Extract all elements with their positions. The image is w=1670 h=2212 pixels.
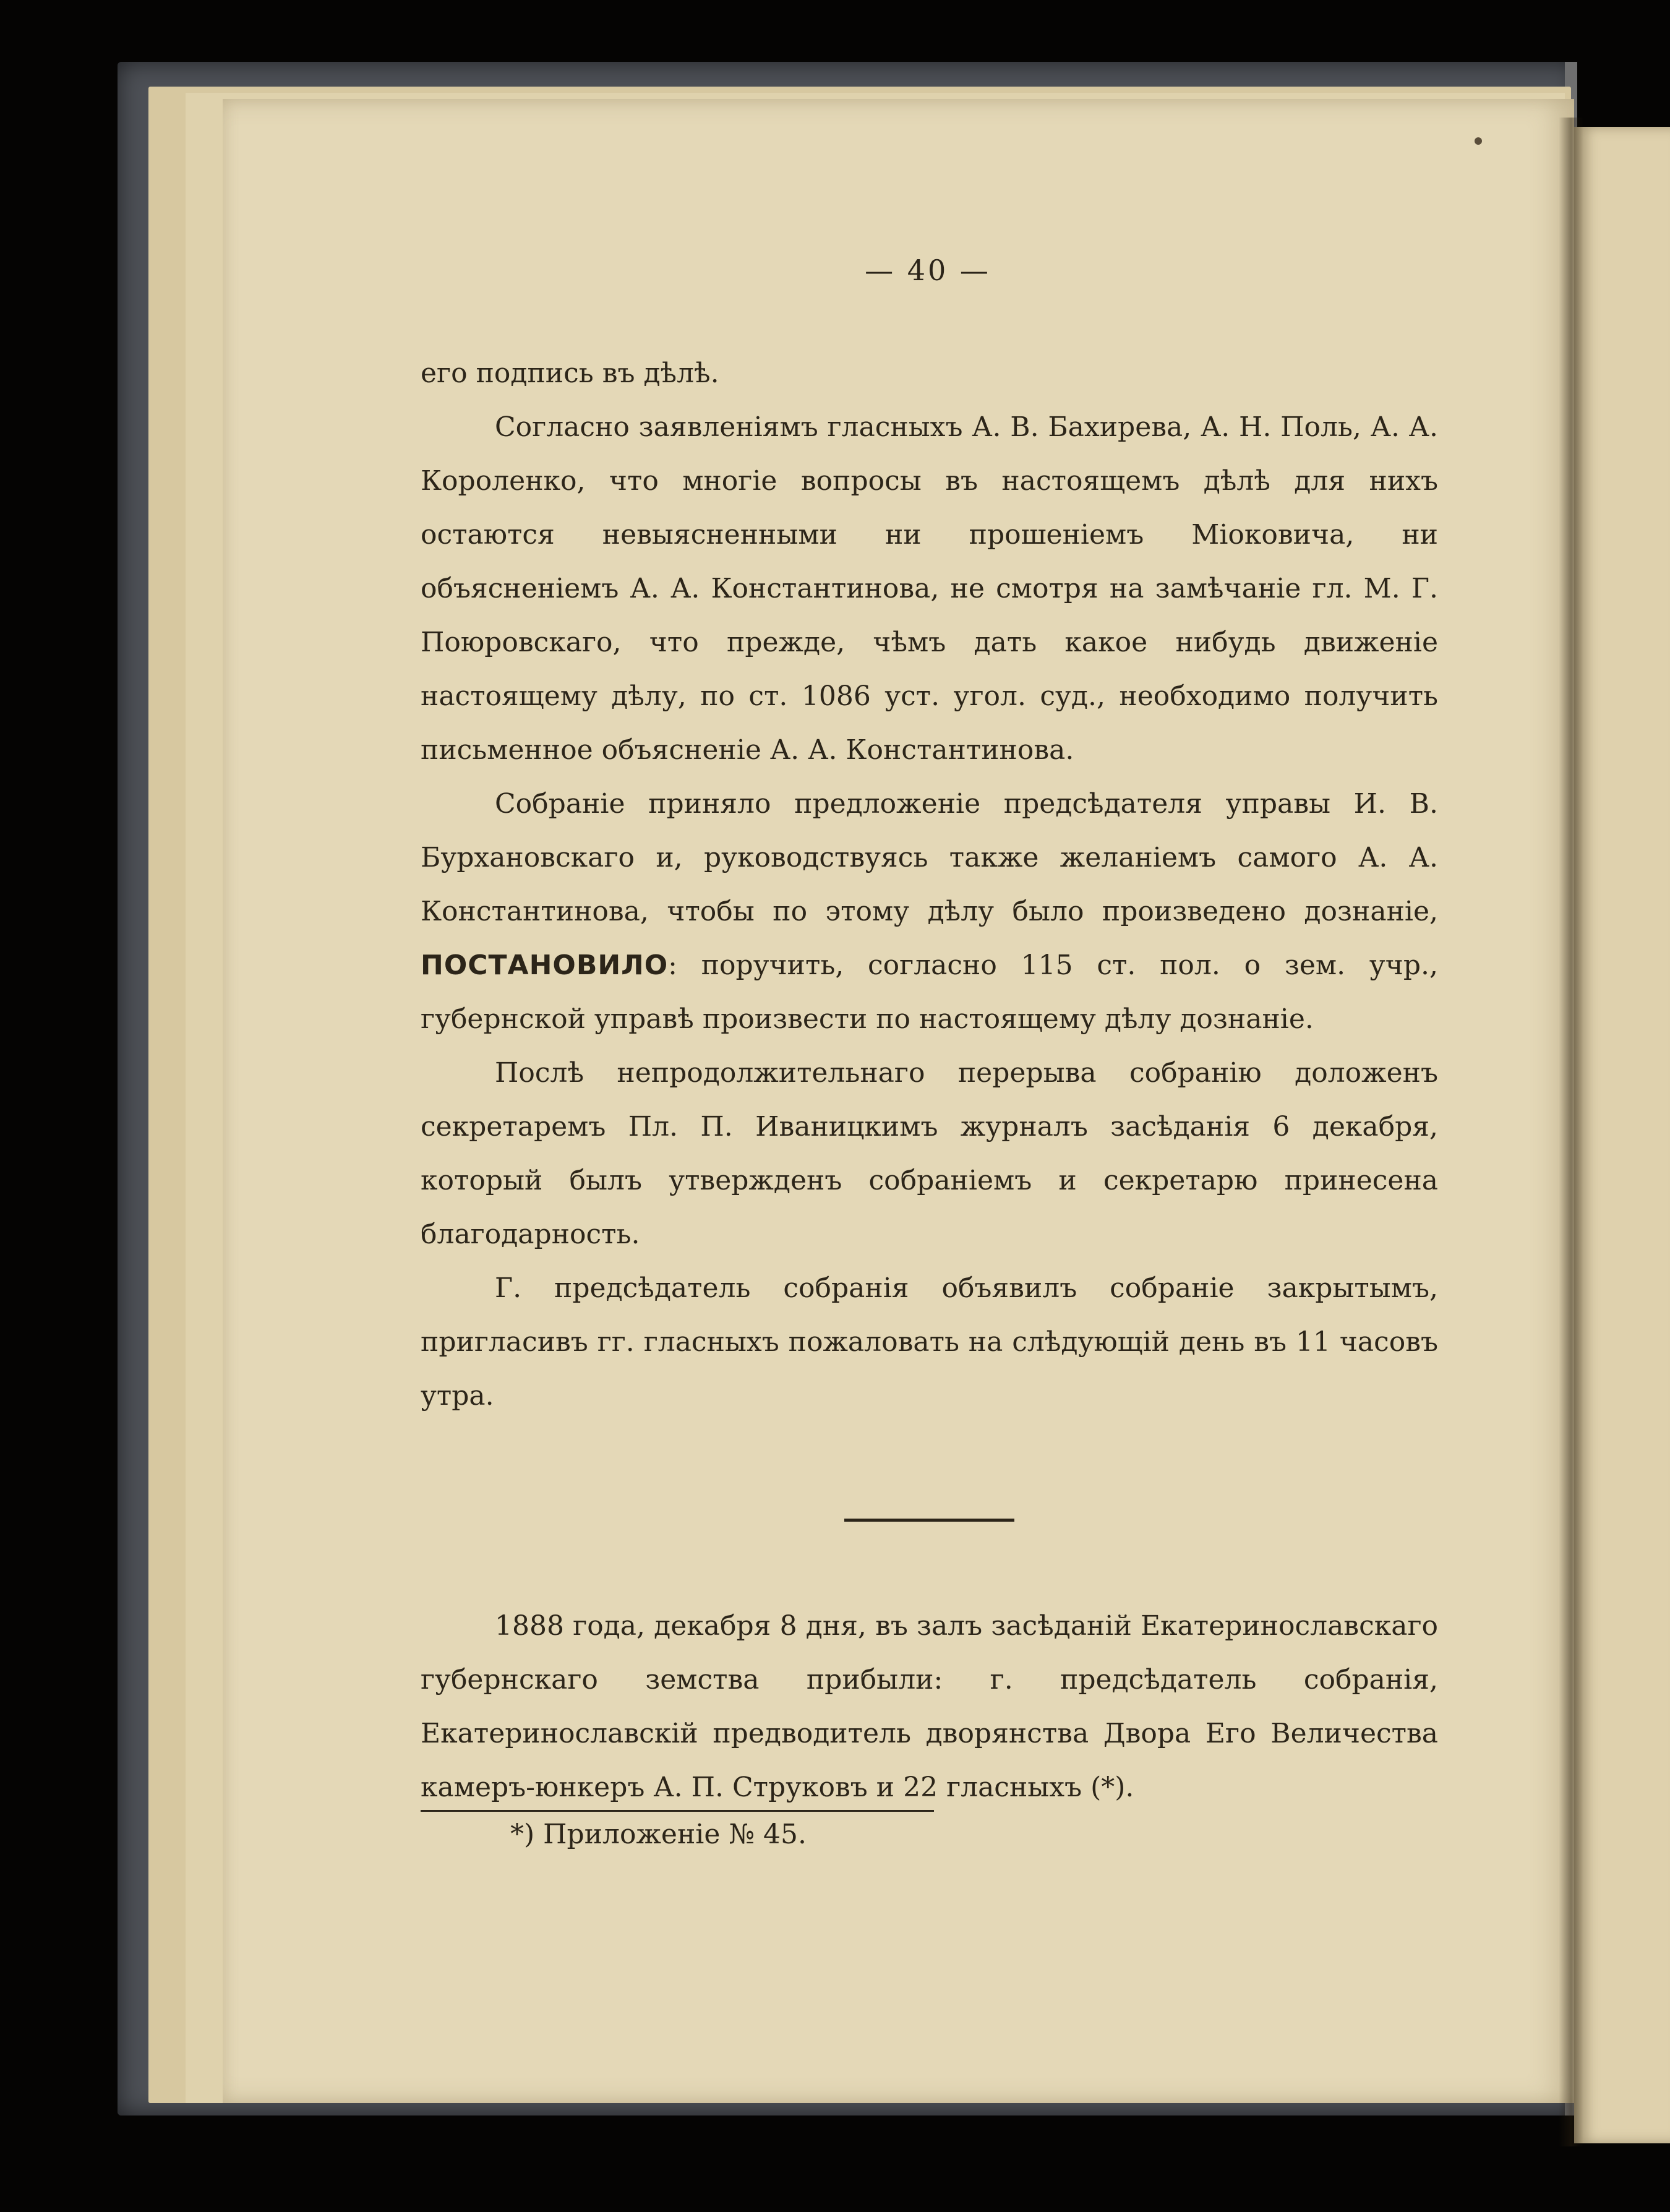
page-number: — 40 — xyxy=(865,254,991,287)
paper-speck xyxy=(1475,137,1482,145)
page-gutter xyxy=(1559,118,1583,2146)
footnote-rule xyxy=(421,1810,934,1812)
footnote: *) Приложеніе № 45. xyxy=(510,1819,807,1850)
paragraph-statements: Согласно заявленіямъ гласныхъ А. В. Бахирева, А. Н. Поль, А. А. Короленко, что многіе вопросы въ настоящемъ дѣлѣ для нихъ остаются невыясненными ни прошеніемъ Міоковича, ни объясненіемъ А. А. Константинова, не смотря на замѣчаніе гл. М. Г. Поюровскаго, что прежде, чѣмъ дать какое нибудь движеніе настоящему дѣлу, по ст. 1086 уст. угол. суд., необходимо получить письменное объясненіе А. А. Константинова. xyxy=(421,411,1438,766)
next-session-text xyxy=(421,1599,1438,1814)
paragraph-closing: Г. предсѣдатель собранія объявилъ собраніе закрытымъ, пригласивъ гг. гласныхъ пожаловать на слѣдующій день въ 11 часовъ утра. xyxy=(421,1272,1438,1412)
paragraph-resolution xyxy=(421,777,1438,1046)
resolution-text-after: : поручить, согласно 115 ст. пол. о зем. учр., губернской управѣ произвести по настоящему дѣлу дознаніе. xyxy=(421,950,1438,1035)
paragraph-next-session: 1888 года, декабря 8 дня, въ залъ засѣданій Екатеринославскаго губернскаго земства прибыли: г. предсѣдатель собранія, Екатеринославскій предводитель дворянства Двора Его Величества камеръ-юнкеръ А. П. Струковъ и 22 гласныхъ (*). xyxy=(421,1610,1438,1803)
paragraph-continuation: его подпись въ дѣлѣ. xyxy=(421,358,719,389)
resolution-emphasis: ПОСТАНОВИЛО xyxy=(421,950,669,981)
resolution-text-before: Собраніе приняло предложеніе предсѣдателя управы И. В. Бурхановскаго и, руководствуясь также желаніемъ самого А. А. Константинова, чтобы по этому дѣлу было произведено дознаніе, xyxy=(421,788,1438,927)
main-text xyxy=(421,346,1438,1423)
section-divider xyxy=(844,1519,1014,1522)
paragraph-journal: Послѣ непродолжительнаго перерыва собранію доложенъ секретаремъ Пл. П. Иваницкимъ журналъ засѣданія 6 декабря, который былъ утвержденъ собраніемъ и секретарю принесена благодарность. xyxy=(421,1057,1438,1250)
facing-page xyxy=(1574,127,1670,2143)
